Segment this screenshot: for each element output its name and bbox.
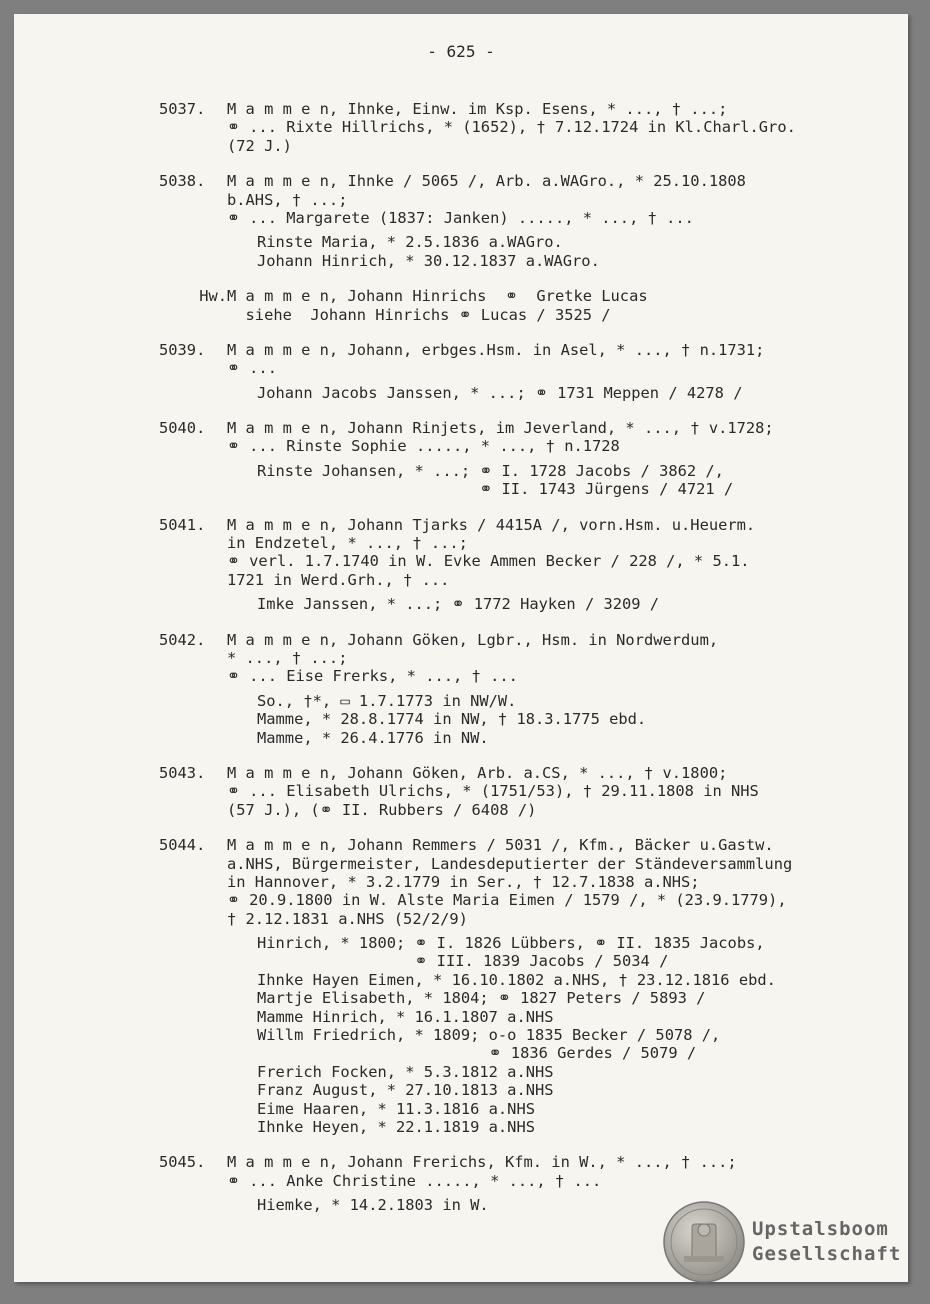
- document-page: [14, 14, 908, 1282]
- entry-line: [159, 437, 879, 455]
- child-line: Willm Friedrich, * 1809; o-o 1835 Becker / 5078 /,: [257, 1026, 721, 1045]
- page-number: - 625 -: [427, 42, 495, 61]
- entry-head-line: [159, 1153, 879, 1171]
- child-line: Martje Elisabeth, * 1804; ⚭ 1827 Peters / 5893 /: [257, 989, 706, 1008]
- entry-number: 5037.: [159, 100, 206, 118]
- entry-head-line: [159, 631, 879, 649]
- entry-line: [159, 534, 879, 552]
- entry-line: [159, 873, 879, 891]
- watermark-line2: Gesellschaft: [752, 1243, 902, 1265]
- child-line: Hiemke, * 14.2.1803 in W.: [257, 1196, 489, 1215]
- entry-line: [159, 137, 879, 155]
- entry-text: ⚭ verl. 1.7.1740 in W. Evke Ammen Becker / 228 /, * 5.1.: [227, 552, 750, 571]
- entry-number: 5045.: [159, 1153, 206, 1172]
- entry-line: [159, 552, 879, 570]
- entry-text: ⚭ ... Anke Christine ....., * ..., † ...: [227, 1171, 602, 1190]
- entry-text: ⚭ ...: [227, 359, 277, 378]
- child-line: Mamme Hinrich, * 16.1.1807 a.NHS: [257, 1007, 554, 1026]
- entry-line: [159, 667, 879, 685]
- entry-text: M a m m e n, Ihnke, Einw. im Ksp. Esens, * ..., † ...;: [227, 100, 728, 118]
- genealogy-entry: [159, 516, 879, 614]
- entry-text: M a m m e n, Johann Rinjets, im Jeverland, * ..., † v.1728;: [227, 419, 774, 438]
- child-line: Ihnke Heyen, * 22.1.1819 a.NHS: [257, 1117, 535, 1136]
- entry-line: [159, 782, 879, 800]
- entry-line: [159, 801, 879, 819]
- entry-text: in Hannover, * 3.2.1779 in Ser., † 12.7.1838 a.NHS;: [227, 872, 700, 891]
- genealogy-entry: [159, 764, 879, 819]
- entry-line: [159, 649, 879, 667]
- entry-line: [159, 891, 879, 909]
- entry-number: 5042.: [159, 630, 206, 649]
- entry-text: (57 J.), (⚭ II. Rubbers / 6408 /): [227, 800, 537, 819]
- entry-text: (72 J.): [227, 136, 292, 155]
- child-line: Imke Janssen, * ...; ⚭ 1772 Hayken / 3209 /: [257, 595, 660, 614]
- entry-number: 5039.: [159, 340, 206, 359]
- entry-text: † 2.12.1831 a.NHS (52/2/9): [227, 909, 468, 928]
- entry-number: 5043.: [159, 763, 206, 782]
- watermark-line1: Upstalsboom: [752, 1218, 889, 1240]
- entry-text: M a m m e n, Johann Göken, Lgbr., Hsm. in Nordwerdum,: [227, 630, 719, 649]
- entry-head-line: [159, 419, 879, 437]
- entry-text: ⚭ ... Rixte Hillrichs, * (1652), † 7.12.1724 in Kl.Charl.Gro.: [227, 118, 796, 137]
- genealogy-entry: [159, 287, 879, 324]
- entry-head-line: [159, 100, 879, 118]
- child-line: Johann Jacobs Janssen, * ...; ⚭ 1731 Meppen / 4278 /: [257, 383, 743, 402]
- entry-head-line: [159, 836, 879, 854]
- entry-number: Hw.: [199, 287, 227, 306]
- entry-text: siehe Johann Hinrichs ⚭ Lucas / 3525 /: [227, 305, 611, 324]
- genealogy-entry: [159, 1153, 879, 1214]
- entry-text: 1721 in Werd.Grh., † ...: [227, 570, 450, 589]
- child-line: Mamme, * 28.8.1774 in NW, † 18.3.1775 ebd.: [257, 710, 647, 729]
- child-line: ⚭ II. 1743 Jürgens / 4721 /: [257, 480, 734, 499]
- entry-head-line: [159, 516, 879, 534]
- seal-icon: [662, 1200, 746, 1284]
- child-line: Ihnke Hayen Eimen, * 16.10.1802 a.NHS, † 23.12.1816 ebd.: [257, 970, 776, 989]
- child-line: Rinste Johansen, * ...; ⚭ I. 1728 Jacobs / 3862 /,: [257, 461, 724, 480]
- genealogy-entry: [159, 172, 879, 270]
- entry-line: [159, 118, 879, 136]
- entry-text: M a m m e n, Johann Göken, Arb. a.CS, * ..., † v.1800;: [227, 763, 728, 782]
- entry-line: [159, 306, 879, 324]
- entry-number: 5040.: [159, 419, 206, 438]
- entry-line: [159, 855, 879, 873]
- entry-line: [159, 571, 879, 589]
- entry-number: 5044.: [159, 836, 206, 855]
- entry-head-line: [159, 172, 879, 190]
- entry-text: ⚭ ... Rinste Sophie ....., * ..., † n.1728: [227, 437, 620, 456]
- child-line: Eime Haaren, * 11.3.1816 a.NHS: [257, 1099, 535, 1118]
- child-line: Frerich Focken, * 5.3.1812 a.NHS: [257, 1062, 554, 1081]
- entry-head-line: [159, 341, 879, 359]
- entry-text: ⚭ ... Margarete (1837: Janken) ....., * ..., † ...: [227, 208, 694, 227]
- genealogy-entry: [159, 419, 879, 499]
- child-line: Johann Hinrich, * 30.12.1837 a.WAGro.: [257, 251, 600, 270]
- entry-text: M a m m e n, Johann Frerichs, Kfm. in W., * ..., † ...;: [227, 1153, 737, 1172]
- entry-text: ⚭ 20.9.1800 in W. Alste Maria Eimen / 1579 /, * (23.9.1779),: [227, 891, 787, 910]
- entry-number: 5041.: [159, 515, 206, 534]
- entry-text: a.NHS, Bürgermeister, Landesdeputierter der Ständeversammlung: [227, 854, 793, 873]
- child-line: Mamme, * 26.4.1776 in NW.: [257, 728, 489, 747]
- child-line: Hinrich, * 1800; ⚭ I. 1826 Lübbers, ⚭ II. 1835 Jacobs,: [257, 934, 765, 953]
- entry-head-line: [159, 287, 879, 305]
- entry-text: M a m m e n, Ihnke / 5065 /, Arb. a.WAGro., * 25.10.1808: [227, 172, 746, 191]
- entry-line: [159, 191, 879, 209]
- entry-text: ⚭ ... Eise Frerks, * ..., † ...: [227, 667, 518, 686]
- entries-list: [159, 100, 879, 1232]
- entry-text: ⚭ ... Elisabeth Ulrichs, * (1751/53), † 29.11.1808 in NHS: [227, 782, 759, 801]
- genealogy-entry: [159, 836, 879, 1136]
- child-line: Rinste Maria, * 2.5.1836 a.WAGro.: [257, 233, 563, 252]
- child-line: Franz August, * 27.10.1813 a.NHS: [257, 1081, 554, 1100]
- watermark-brand: [752, 1217, 901, 1267]
- entry-line: [159, 910, 879, 928]
- child-line: So., †*, ▭ 1.7.1773 in NW/W.: [257, 691, 517, 710]
- child-line: ⚭ III. 1839 Jacobs / 5034 /: [257, 952, 669, 971]
- entry-head-line: [159, 764, 879, 782]
- entry-line: [159, 359, 879, 377]
- entry-text: M a m m e n, Johann, erbges.Hsm. in Asel, * ..., † n.1731;: [227, 340, 765, 359]
- entry-line: [159, 1172, 879, 1190]
- entry-text: in Endzetel, * ..., † ...;: [227, 534, 468, 553]
- genealogy-entry: [159, 341, 879, 402]
- entry-line: [159, 209, 879, 227]
- entry-number: 5038.: [159, 172, 206, 191]
- entry-text: M a m m e n, Johann Hinrichs ⚭ Gretke Lucas: [227, 287, 648, 306]
- entry-text: M a m m e n, Johann Tjarks / 4415A /, vorn.Hsm. u.Heuerm.: [227, 515, 756, 534]
- entry-text: M a m m e n, Johann Remmers / 5031 /, Kfm., Bäcker u.Gastw.: [227, 836, 774, 855]
- genealogy-entry: [159, 100, 879, 155]
- child-line: ⚭ 1836 Gerdes / 5079 /: [257, 1044, 697, 1063]
- entry-text: * ..., † ...;: [227, 648, 348, 667]
- genealogy-entry: [159, 631, 879, 747]
- entry-text: b.AHS, † ...;: [227, 190, 348, 209]
